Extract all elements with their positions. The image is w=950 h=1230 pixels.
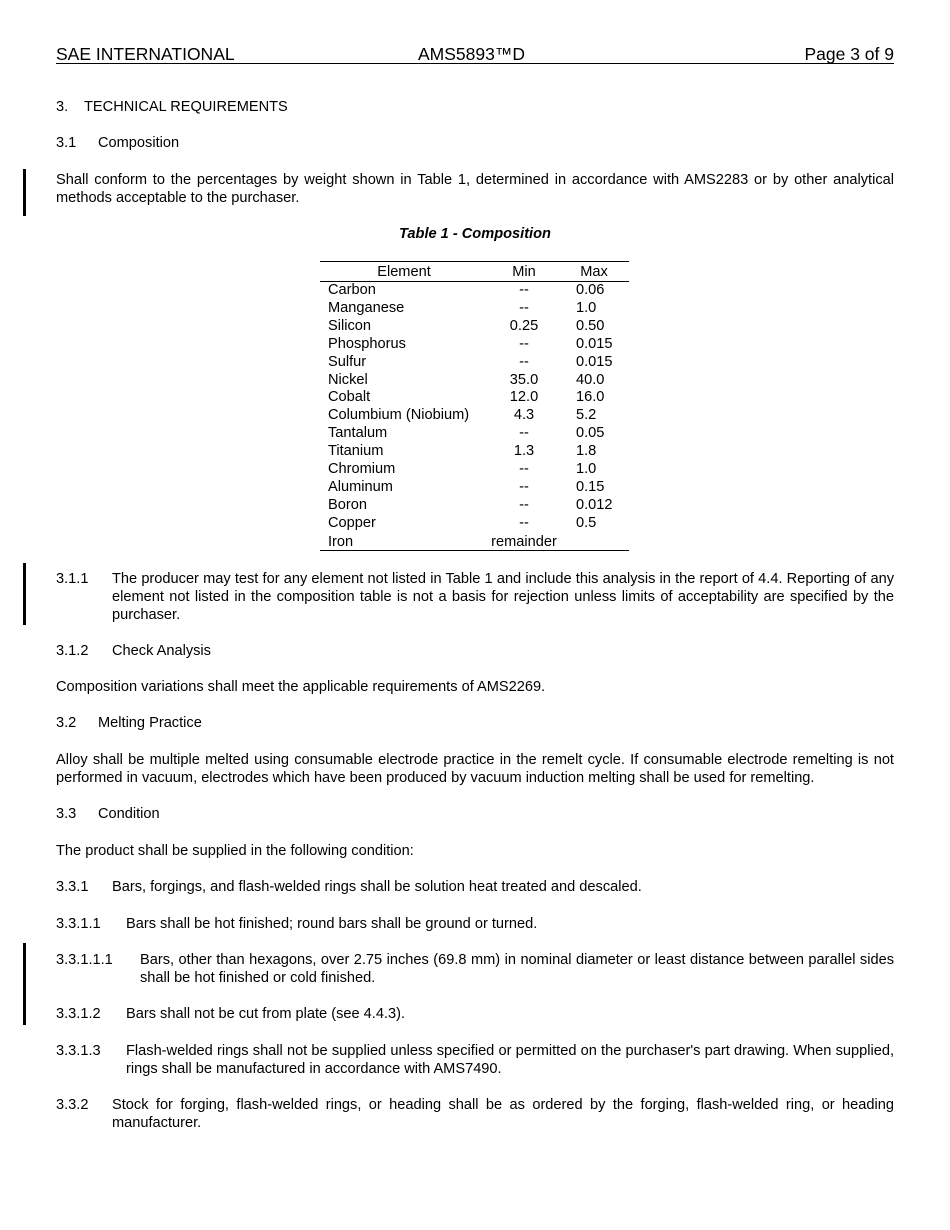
section-number: 3.2 <box>56 715 77 731</box>
cell-max: 16.0 <box>576 389 605 406</box>
section-number: 3.1.1 <box>56 571 89 587</box>
section-body: Bars shall not be cut from plate (see 4.4.3). <box>126 1006 406 1022</box>
header-rule <box>56 63 894 64</box>
section-3-1-body: Shall conform to the percentages by weight shown in Table 1, determined in accordance with AMS2283 or by other analytical methods acceptable to the purchaser. <box>56 172 894 206</box>
cell-min: 4.3 <box>513 407 535 424</box>
section-3-1-heading <box>0 134 950 152</box>
cell-element: Sulfur <box>328 353 367 370</box>
section-3-1-2-heading <box>0 642 950 660</box>
section-number: 3.3.2 <box>56 1097 89 1113</box>
table-row <box>320 460 629 478</box>
section-3-3-1-2 <box>0 1005 950 1023</box>
section-3-1-1 <box>0 570 950 624</box>
cell-min: 35.0 <box>509 371 539 388</box>
table-row <box>320 353 629 371</box>
section-3-3-1-3 <box>0 1042 950 1078</box>
cell-min: 1.3 <box>513 443 535 460</box>
cell-min: 12.0 <box>509 389 539 406</box>
cell-max: 0.012 <box>576 496 613 513</box>
table-row <box>320 442 629 460</box>
cell-max: 0.50 <box>576 317 605 334</box>
section-3-3-1-1-1 <box>0 951 950 987</box>
table-row <box>320 514 629 532</box>
cell-element: Boron <box>328 496 367 513</box>
section-body: Flash-welded rings shall not be supplied unless specified or permitted on the purchaser's part drawing. When supplied, rings shall be manufactured in accordance with AMS7490. <box>126 1043 894 1077</box>
table-row <box>320 317 629 335</box>
section-3-3-1 <box>0 878 950 896</box>
cell-element: Aluminum <box>328 478 393 495</box>
cell-element: Cobalt <box>328 389 371 406</box>
table-row <box>320 388 629 406</box>
section-3-3-2 <box>0 1096 950 1132</box>
cell-min: -- <box>519 514 529 531</box>
cell-min: -- <box>519 282 529 298</box>
cell-min: -- <box>519 478 529 495</box>
cell-max: 0.06 <box>576 282 605 298</box>
section-body: Bars shall be hot finished; round bars shall be ground or turned. <box>126 916 538 932</box>
table-row <box>320 424 629 442</box>
section-number: 3.3.1.3 <box>56 1043 101 1059</box>
header-page-number: Page 3 of 9 <box>804 44 894 64</box>
section-title: Check Analysis <box>112 643 211 659</box>
table-row <box>320 299 629 317</box>
cell-max: 0.15 <box>576 478 605 495</box>
section-number: 3.1.2 <box>56 643 89 659</box>
cell-max: 0.5 <box>576 514 597 531</box>
column-header-max: Max <box>580 264 608 280</box>
section-3-2-body: Alloy shall be multiple melted using consumable electrode practice in the remelt cycle. If consumable electrode remelting is not performed in vacuum, electrodes which have been produced by vacuum induction melting shall be used for remelting. <box>56 752 894 786</box>
table-row <box>320 335 629 353</box>
cell-max: 1.8 <box>576 443 597 460</box>
cell-min: -- <box>519 496 529 513</box>
cell-element: Nickel <box>328 371 368 388</box>
cell-min: -- <box>519 299 529 316</box>
cell-element: Tantalum <box>328 425 388 442</box>
section-body: Bars, other than hexagons, over 2.75 inches (69.8 mm) in nominal diameter or least distance between parallel sides shall be hot finished or cold finished. <box>140 952 894 986</box>
header-doc-number: AMS5893™D <box>418 44 525 64</box>
section-3-1-2-body: Composition variations shall meet the applicable requirements of AMS2269. <box>56 679 546 695</box>
cell-min: 0.25 <box>509 317 539 334</box>
section-body: Bars, forgings, and flash-welded rings shall be solution heat treated and descaled. <box>112 879 642 895</box>
section-number: 3. <box>56 99 69 115</box>
table-bottom-rule <box>320 550 629 551</box>
section-3-2-heading <box>0 714 950 732</box>
cell-element: Columbium (Niobium) <box>328 407 470 424</box>
cell-max: 0.05 <box>576 425 605 442</box>
cell-max: 1.0 <box>576 461 597 477</box>
cell-max: 0.015 <box>576 353 613 370</box>
section-number: 3.3.1.2 <box>56 1006 101 1022</box>
cell-remainder: remainder <box>491 534 557 550</box>
cell-max: 0.015 <box>576 335 613 352</box>
section-3-heading <box>0 98 950 116</box>
header-org: SAE INTERNATIONAL <box>56 44 235 64</box>
section-title: Melting Practice <box>98 715 202 731</box>
column-header-element: Element <box>377 264 431 280</box>
cell-min: -- <box>519 425 529 442</box>
cell-element: Titanium <box>328 443 384 460</box>
cell-element: Copper <box>328 514 376 531</box>
cell-element: Manganese <box>328 299 405 316</box>
section-title: TECHNICAL REQUIREMENTS <box>84 99 288 115</box>
section-body: Stock for forging, flash-welded rings, or heading shall be as ordered by the forging, flash-welded ring, or heading manufacturer. <box>112 1097 894 1131</box>
cell-element: Chromium <box>328 461 396 477</box>
table-row <box>320 533 629 551</box>
table-row <box>320 496 629 514</box>
cell-max: 5.2 <box>576 407 597 424</box>
table-row <box>320 281 629 299</box>
section-number: 3.3.1 <box>56 879 89 895</box>
cell-element: Iron <box>328 534 354 550</box>
cell-min: -- <box>519 353 529 370</box>
section-3-3-heading <box>0 805 950 823</box>
table-top-rule <box>320 261 629 262</box>
section-body: The producer may test for any element not listed in Table 1 and include this analysis in the report of 4.4. Reporting of any element not listed in the composition table is not a basis for rejection unless limits of acceptability are specified by the purchaser. <box>112 571 894 623</box>
cell-max: 1.0 <box>576 299 597 316</box>
column-header-min: Min <box>512 264 536 280</box>
cell-min: -- <box>519 461 529 477</box>
table-header-row <box>320 263 629 281</box>
cell-element: Carbon <box>328 282 376 298</box>
section-number: 3.3.1.1 <box>56 916 101 932</box>
table-row <box>320 478 629 496</box>
table-row <box>320 406 629 424</box>
section-number: 3.3.1.1.1 <box>56 952 113 968</box>
cell-min: -- <box>519 335 529 352</box>
table-title: Table 1 - Composition <box>399 226 551 242</box>
table-row <box>320 371 629 389</box>
section-title: Composition <box>98 135 180 151</box>
cell-element: Phosphorus <box>328 335 406 352</box>
section-title: Condition <box>98 806 160 822</box>
cell-element: Silicon <box>328 317 371 334</box>
section-number: 3.3 <box>56 806 77 822</box>
change-bar <box>23 169 26 216</box>
section-3-3-body: The product shall be supplied in the following condition: <box>56 843 414 859</box>
cell-max: 40.0 <box>576 371 605 388</box>
section-number: 3.1 <box>56 135 77 151</box>
section-3-3-1-1 <box>0 915 950 933</box>
